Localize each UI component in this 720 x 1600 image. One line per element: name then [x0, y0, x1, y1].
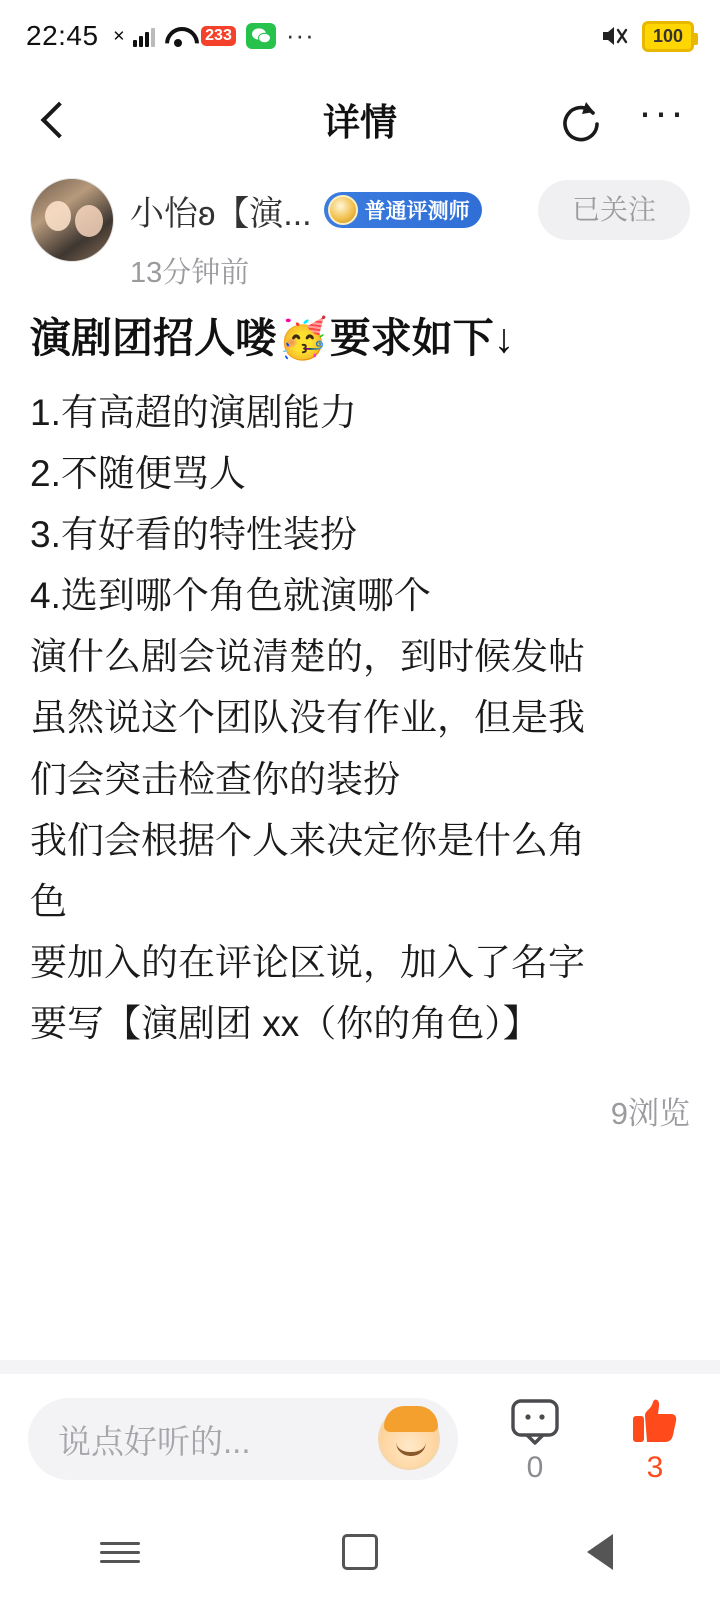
party-face-emoji: 🥳: [278, 316, 328, 361]
status-time: 22:45: [26, 20, 99, 51]
menu-lines: [100, 1536, 140, 1569]
view-count: 9浏览: [610, 1095, 690, 1131]
post-line: 4.选到哪个角色就演哪个: [30, 575, 431, 617]
post-line: 我们会根据个人来决定你是什么角: [30, 819, 585, 861]
battery-indicator: 100: [642, 21, 694, 52]
home-square-icon[interactable]: [300, 1522, 420, 1582]
author-row: [30, 166, 690, 291]
status-left-icons: [112, 20, 315, 51]
post-line: 演什么剧会说清楚的，到时候发帖: [30, 636, 585, 678]
comment-bar: [0, 1374, 720, 1504]
avatar[interactable]: [30, 178, 114, 262]
title-bar: [0, 72, 720, 166]
post-body: [30, 382, 690, 1054]
author-info: [130, 178, 690, 291]
page-title: 详情: [323, 102, 397, 143]
badge-label: 普通评测师: [364, 200, 470, 223]
like-action[interactable]: [618, 1393, 692, 1485]
status-right-icons: [600, 21, 694, 52]
post-line: 色: [30, 880, 67, 922]
post-title-tail: 要求如下↓: [329, 315, 515, 361]
post-line: 1.有高超的演剧能力: [30, 392, 357, 434]
comment-action[interactable]: [498, 1393, 572, 1485]
app-badge-233: 233: [201, 26, 236, 46]
thumbs-up-icon: [618, 1393, 692, 1449]
share-icon[interactable]: [556, 96, 602, 142]
status-badge[interactable]: [324, 192, 482, 228]
sticker-face-icon[interactable]: [378, 1408, 440, 1470]
like-count: 3: [646, 1451, 664, 1484]
author-name[interactable]: 小怡ʚ【演...: [130, 194, 312, 233]
author-name-line: [130, 180, 690, 240]
follow-button[interactable]: 已关注: [538, 180, 690, 240]
status-overflow-icon: ···: [285, 20, 315, 51]
back-triangle-icon[interactable]: [540, 1522, 660, 1582]
comment-count: 0: [526, 1451, 544, 1484]
system-nav-bar: [0, 1504, 720, 1600]
section-divider: [0, 1360, 720, 1374]
post-title-main: 演剧团招人喽: [30, 315, 276, 361]
post-title: [30, 313, 690, 364]
signal-x-icon: ✕: [112, 28, 126, 45]
post-line: 要加入的在评论区说，加入了名字: [30, 941, 585, 983]
wechat-icon: [246, 23, 276, 49]
bottom-actions: [498, 1393, 692, 1485]
back-triangle: [587, 1534, 613, 1570]
signal-bars-icon: [133, 25, 155, 47]
home-square: [342, 1534, 378, 1570]
comment-bubble-icon: [498, 1393, 572, 1449]
post-content: [0, 166, 720, 1334]
volume-mute-icon: [600, 22, 630, 50]
post-line: 虽然说这个团队没有作业，但是我: [30, 697, 585, 739]
post-line: 要写【演剧团 xx（你的角色）】: [30, 1002, 540, 1044]
back-arrow-icon[interactable]: [34, 99, 74, 139]
more-options-icon[interactable]: ···: [638, 87, 686, 135]
wifi-icon: [165, 26, 191, 46]
post-line: 3.有好看的特性装扮: [30, 514, 357, 556]
title-actions: [556, 87, 686, 142]
comment-placeholder: 说点好听的...: [58, 1422, 251, 1460]
post-timestamp: 13分钟前: [130, 257, 250, 289]
post-line: 们会突击检查你的装扮: [30, 758, 400, 800]
medal-icon: [328, 195, 358, 225]
comment-input[interactable]: [28, 1398, 458, 1480]
post-line: 2.不随便骂人: [30, 453, 246, 495]
menu-icon[interactable]: [60, 1522, 180, 1582]
status-bar: [0, 0, 720, 72]
